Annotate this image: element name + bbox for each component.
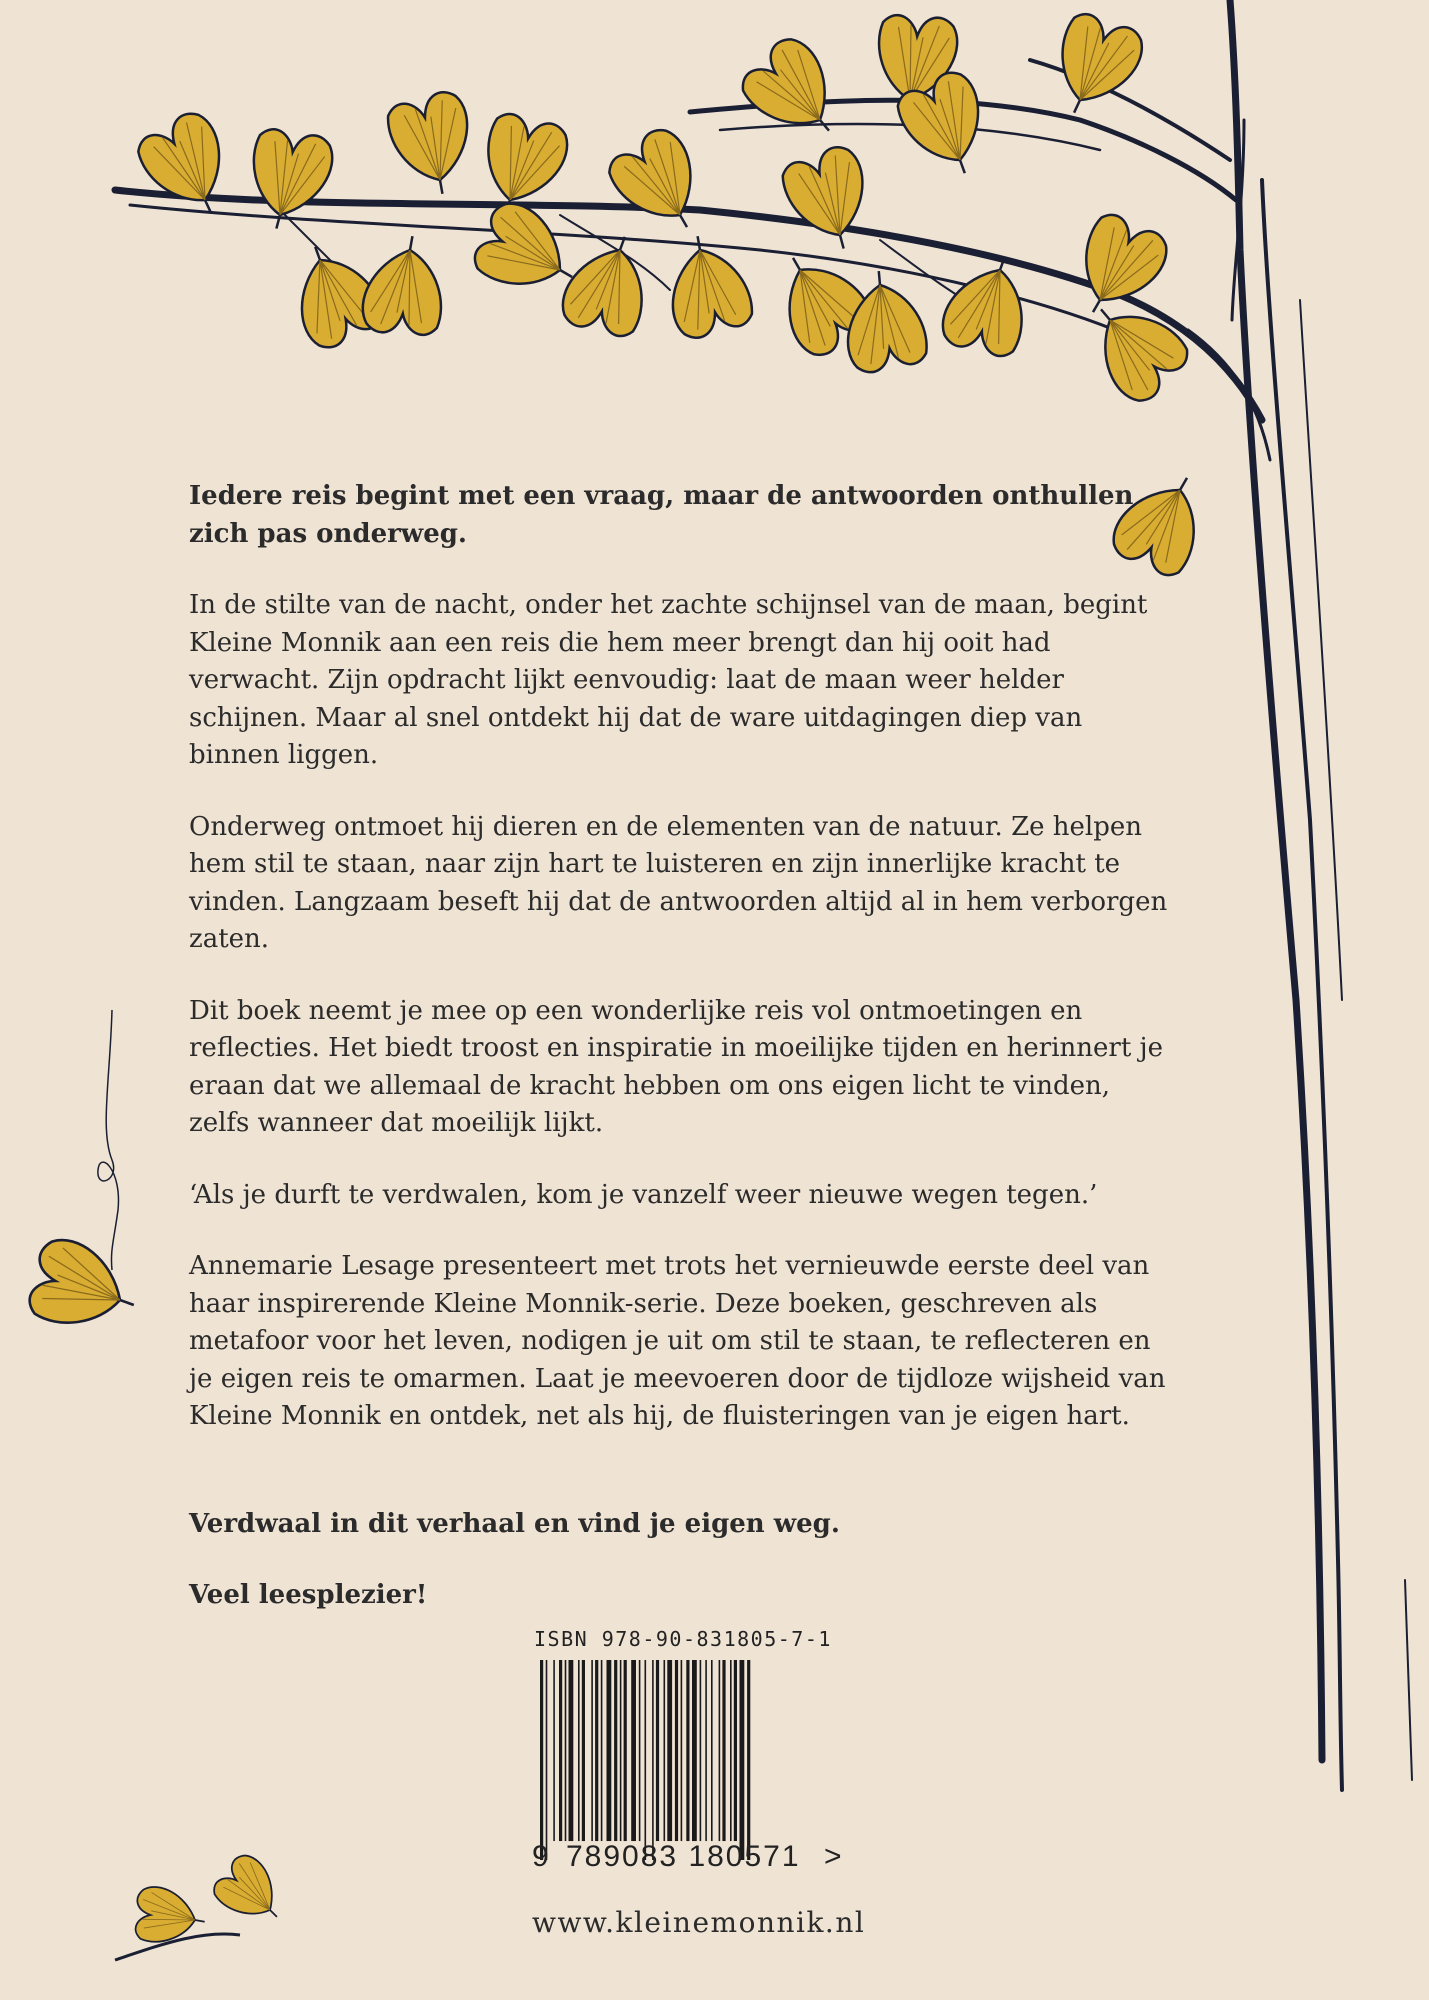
barcode-bar [667,1660,672,1841]
barcode-bar [734,1660,737,1841]
barcode-bar [700,1660,702,1841]
barcode-bar [607,1660,612,1841]
barcode-bar [692,1660,697,1841]
barcode-bar [675,1660,678,1841]
paragraph: Dit boek neemt je mee op een wonderlijke reis vol ontmoetingen en reflecties. Het biedt troost en inspiratie in moeilijke tijden en herinnert je eraan dat we allemaal de kracht hebben om ons eigen licht te vinden, zelfs wanneer dat moeilijk lijkt. [189,995,1163,1138]
barcode-bar [686,1660,689,1841]
closing-line: Veel leesplezier! [189,1580,428,1610]
opening-line: Iedere reis begint met een vraag, maar de antwoorden onthullen zich pas onderweg. [189,481,1134,549]
closing-line: Verdwaal in dit verhaal en vind je eigen weg. [189,1508,840,1539]
website-link[interactable]: www.kleinemonnik.nl [532,1906,866,1939]
paragraph: In de stilte van de nacht, onder het zachte schijnsel van de maan, begint Kleine Monnik aan een reis die hem meer brengt dan hij ooit had verwacht. Zijn opdracht lijkt eenvoudig: laat de maan weer helder schijnen. Maar al snel ontdekt hij dat de ware uitdagingen diep van binnen liggen. [189,590,1148,770]
barcode-bar [620,1660,622,1841]
quote: ‘Als je durft te verdwalen, kom je vanzelf weer nieuwe wegen tegen.’ [189,1179,1098,1210]
barcode-bar [664,1660,666,1841]
barcode-bar [565,1660,567,1841]
barcode-number: 789083 180571 [566,1840,801,1873]
back-cover-blurb [189,478,1174,1649]
barcode-bar [595,1660,598,1841]
curl-line [98,1010,119,1270]
barcode-bar [631,1660,636,1841]
barcode-bar [614,1660,617,1841]
barcode-bar [652,1660,654,1860]
barcode-bar [601,1660,603,1841]
barcode-bar [591,1660,593,1841]
tree-trunk [1188,0,1412,1790]
barcode-bar [582,1660,585,1841]
barcode-bar [656,1660,659,1841]
barcode-bar [705,1660,707,1841]
barcode-bar [540,1660,543,1860]
barcode-bar [546,1660,548,1860]
barcode-bar [639,1660,641,1841]
barcode-bar [569,1660,574,1841]
paragraph: Annemarie Lesage presenteert met trots het vernieuwde eerste deel van haar inspirerende Kleine Monnik-serie. Deze boeken, geschreven als metafoor voor het leven, nodigen je uit om stil te staan, te reflecteren en je eigen reis te omarmen. Laat je meevoeren door de tijdloze wijsheid van Kleine Monnik en ontdek, net als hij, de fluisteringen van je eigen hart. [189,1251,1166,1431]
barcode-bar [740,1660,745,1860]
isbn-label: ISBN 978-90-831805-7-1 [534,1627,832,1651]
barcode-bar [719,1660,721,1841]
barcode-arrow: > [824,1840,842,1873]
barcode-bar [711,1660,713,1841]
barcode-bar [722,1660,725,1841]
barcode-bar [578,1660,580,1841]
barcode-bar [681,1660,683,1841]
barcode-bar [559,1660,562,1841]
barcode-bar [747,1660,750,1860]
barcode-bar [553,1660,555,1841]
barcode-bar [645,1660,647,1860]
falling-leaf-stem [115,1934,240,1960]
barcode-first-digit: 9 [532,1840,549,1873]
barcode-bar [730,1660,732,1841]
paragraph: Onderweg ontmoet hij dieren en de elementen van de natuur. Ze helpen hem stil te staan, naar zijn hart te luisteren en zijn innerlijke kracht te vinden. Langzaam beseft hij dat de antwoorden altijd al in hem verborgen zaten. [189,811,1168,954]
barcode-bar [624,1660,627,1841]
barcode-icon [532,1660,842,1860]
